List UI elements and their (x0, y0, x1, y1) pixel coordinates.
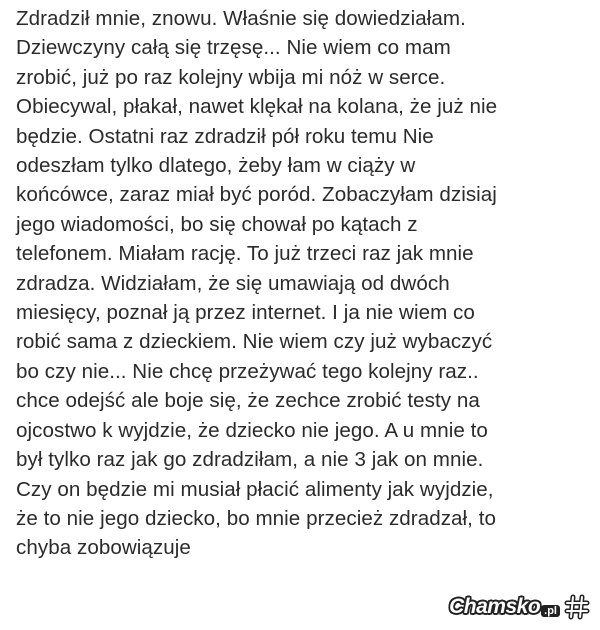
post-line: był tylko raz jak go zdradziłam, a nie 3 jak on mnie. (16, 448, 484, 472)
post-line: miesięcy, poznał ją przez internet. I ja nie wiem co (16, 301, 475, 325)
watermark-brand: Chamsko (449, 595, 541, 618)
post-line: końcówce, zaraz miał być poród. Zobaczyłam dzisiaj (16, 183, 497, 207)
post-line: robić sama z dzieckiem. Nie wiem czy już wybaczyć (16, 330, 493, 354)
chamsko-hash-icon (564, 594, 590, 620)
post-line: ojcostwo k wyjdzie, że dziecko nie jego. A u mnie to (16, 418, 488, 442)
post-line: zrobić, już po raz kolejny wbija mi nóż w serce. (16, 65, 446, 89)
post-line: Dziewczyny całą się trzęsę... Nie wiem co mam (16, 36, 451, 60)
post-line: chce odejść ale boje się, że zechce zrobić testy na (16, 389, 480, 413)
post-body (16, 4, 590, 563)
post-line: jego wiadomości, bo się chował po kątach z (16, 212, 418, 236)
chamsko-watermark (449, 594, 590, 620)
post-line: że to nie jego dziecko, bo mnie przecież zdradzał, to (16, 506, 496, 530)
post-line: odeszłam tylko dlatego, żeby łam w ciąży w (16, 154, 416, 178)
post-line: chyba zobowiązuje (16, 536, 191, 560)
post-line: telefonem. Miałam rację. To już trzeci raz jak mnie (16, 242, 474, 266)
post-line: będzie. Ostatni raz zdradził pół roku temu Nie (16, 124, 434, 148)
post-line: bo czy nie... Nie chcę przeżywać tego kolejny raz.. (16, 359, 479, 383)
post-line: Czy on będzie mi musiał płacić alimenty jak wyjdzie, (16, 477, 494, 501)
post-line: Zdradził mnie, znowu. Właśnie się dowiedziałam. (16, 7, 466, 30)
post-line: Obiecywal, płakał, nawet klękał na kolana, że już nie (16, 95, 498, 119)
watermark-tld: .pl (541, 605, 560, 617)
post-line: zdradza. Widziałam, że się umawiają od dwóch (16, 271, 450, 295)
